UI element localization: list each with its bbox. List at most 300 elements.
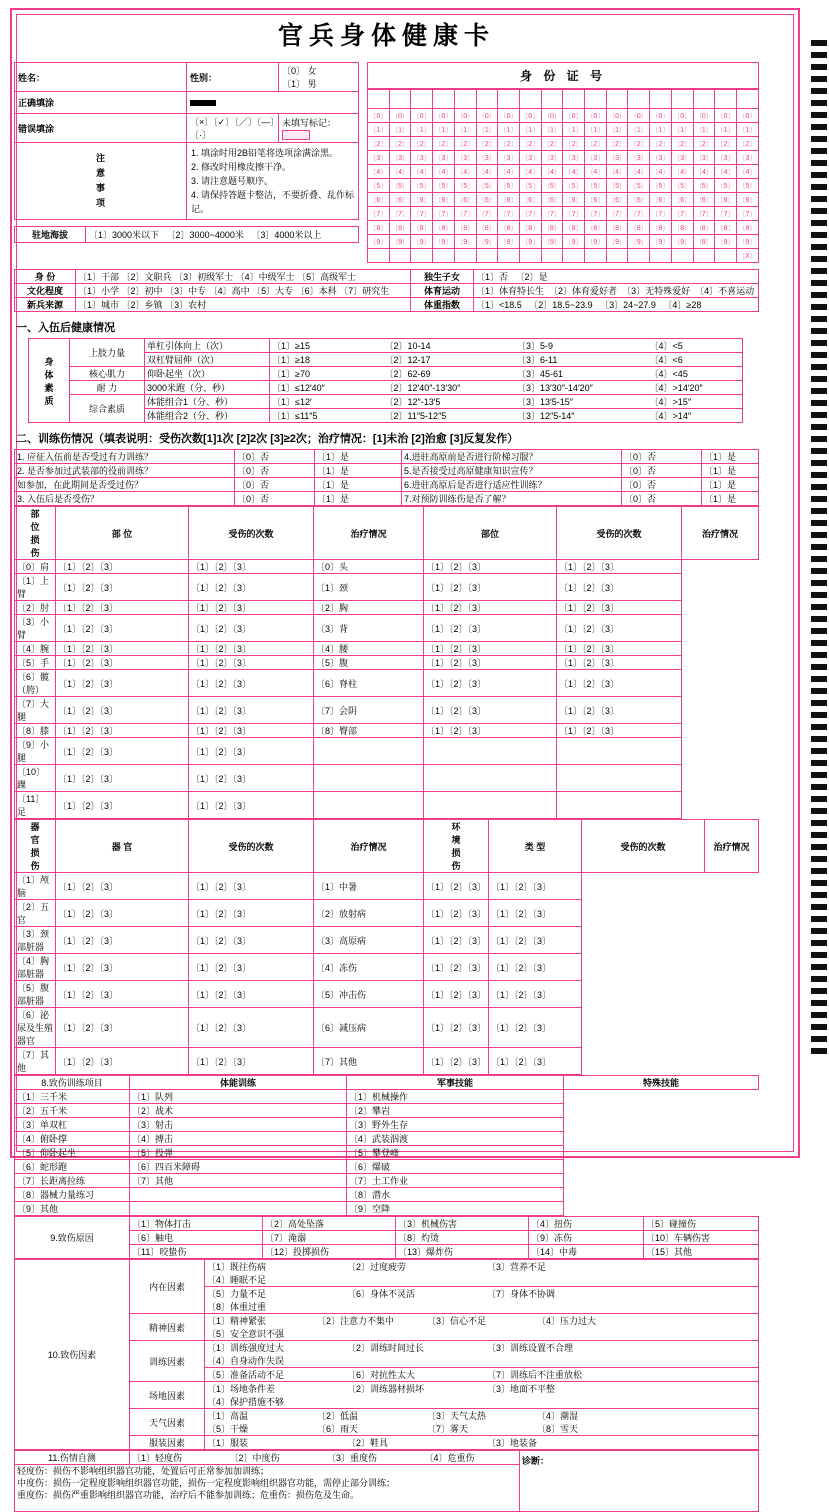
id-digit-row[interactable] — [368, 235, 759, 249]
q9-item[interactable]: 〔6〕触电 — [130, 1231, 263, 1245]
id-blank-cell[interactable] — [498, 90, 520, 109]
id-bubble[interactable]: 〔6〕 — [563, 193, 585, 207]
q10-option-group[interactable] — [205, 1287, 759, 1314]
part-treat-left[interactable]: 〔1〕〔2〕〔3〕 — [189, 574, 314, 601]
id-digit-row[interactable] — [368, 137, 759, 151]
q1-option-no[interactable]: 〔0〕否 — [235, 450, 315, 464]
combo1-option[interactable]: 〔3〕13′5-15″ — [517, 397, 573, 407]
organ-count[interactable]: 〔1〕〔2〕〔3〕 — [56, 981, 189, 1008]
q10-option[interactable]: 〔3〕地面不平整 — [487, 1384, 556, 1394]
q9-item[interactable]: 〔15〕其他 — [644, 1245, 759, 1259]
dip-option[interactable]: 〔1〕≥18 — [272, 355, 310, 365]
combo1-option[interactable]: 〔1〕≤12′ — [272, 397, 312, 407]
id-bubble[interactable]: 〔5〕 — [693, 179, 715, 193]
id-bubble[interactable]: 〔8〕 — [606, 221, 628, 235]
id-digit-row[interactable] — [368, 151, 759, 165]
id-bubble[interactable]: 〔5〕 — [715, 179, 737, 193]
id-bubble[interactable]: 〔9〕 — [671, 235, 693, 249]
id-bubble[interactable]: 〔0〕 — [650, 109, 672, 123]
id-bubble[interactable]: 〔7〕 — [606, 207, 628, 221]
id-bubble[interactable]: 〔8〕 — [389, 221, 411, 235]
q9-item[interactable]: 〔12〕投掷损伤 — [263, 1245, 396, 1259]
id-bubble-x[interactable] — [519, 249, 541, 263]
dip-option[interactable]: 〔3〕6-11 — [517, 355, 558, 365]
table-row[interactable] — [15, 900, 759, 927]
q10-option[interactable]: 〔1〕场地条件差 — [207, 1384, 276, 1394]
q9-item[interactable]: 〔11〕咬蛰伤 — [130, 1245, 263, 1259]
id-bubble[interactable]: 〔1〕 — [411, 123, 433, 137]
part-treat-left[interactable]: 〔1〕〔2〕〔3〕 — [189, 642, 314, 656]
q10-option[interactable]: 〔4〕保护措施不够 — [207, 1397, 285, 1407]
part-treat-right[interactable]: 〔1〕〔2〕〔3〕 — [557, 670, 682, 697]
q10-option-group[interactable] — [205, 1409, 759, 1436]
id-bubble-x[interactable] — [368, 249, 390, 263]
altitude-option-3[interactable]: 〔3〕4000米以上 — [251, 230, 322, 240]
id-bubble[interactable]: 〔7〕 — [389, 207, 411, 221]
id-bubble[interactable]: 〔7〕 — [476, 207, 498, 221]
id-bubble[interactable]: 〔4〕 — [628, 165, 650, 179]
id-bubble[interactable]: 〔8〕 — [671, 221, 693, 235]
id-bubble[interactable]: 〔8〕 — [411, 221, 433, 235]
education-options[interactable] — [76, 284, 411, 298]
id-bubble[interactable]: 〔4〕 — [411, 165, 433, 179]
id-bubble[interactable]: 〔7〕 — [628, 207, 650, 221]
q10-option[interactable]: 〔2〕训练时间过长 — [347, 1343, 425, 1353]
pullup-option[interactable]: 〔2〕10-14 — [384, 341, 431, 351]
q9-item[interactable]: 〔14〕中毒 — [529, 1245, 644, 1259]
id-bubble[interactable]: 〔8〕 — [454, 221, 476, 235]
id-bubble[interactable]: 〔9〕 — [541, 235, 563, 249]
organ-treat[interactable]: 〔1〕〔2〕〔3〕 — [189, 873, 314, 900]
organ-count[interactable]: 〔1〕〔2〕〔3〕 — [56, 873, 189, 900]
run3000-option[interactable]: 〔2〕12′40″-13′30″ — [384, 383, 461, 393]
sports-options[interactable] — [474, 284, 759, 298]
id-bubble[interactable]: 〔2〕 — [498, 137, 520, 151]
part-treat-right[interactable]: 〔1〕〔2〕〔3〕 — [557, 615, 682, 642]
env-count[interactable]: 〔1〕〔2〕〔3〕 — [424, 954, 489, 981]
sports-option[interactable]: 〔1〕体育特长生 — [476, 286, 545, 296]
part-treat-right[interactable]: 〔1〕〔2〕〔3〕 — [557, 560, 682, 574]
id-bubble[interactable]: 〔1〕 — [541, 123, 563, 137]
env-count[interactable]: 〔1〕〔2〕〔3〕 — [424, 1048, 489, 1075]
organ-treat[interactable]: 〔1〕〔2〕〔3〕 — [189, 981, 314, 1008]
id-bubble-x[interactable] — [563, 249, 585, 263]
part-treat-right[interactable]: 〔1〕〔2〕〔3〕 — [557, 656, 682, 670]
table-row[interactable] — [15, 601, 759, 615]
q8-special-item[interactable]: 〔7〕土工作业 — [347, 1174, 564, 1188]
q8-physical-item[interactable]: 〔3〕单双杠 — [15, 1118, 130, 1132]
q8-physical-item[interactable]: 〔8〕器械力量练习 — [15, 1188, 130, 1202]
env-treat[interactable]: 〔1〕〔2〕〔3〕 — [489, 1008, 582, 1048]
organ-count[interactable]: 〔1〕〔2〕〔3〕 — [56, 954, 189, 981]
situp-options[interactable] — [270, 367, 743, 381]
id-number-grid[interactable] — [367, 89, 759, 263]
id-bubble[interactable]: 〔1〕 — [715, 123, 737, 137]
q8-military-item[interactable]: 〔5〕投弹 — [130, 1146, 347, 1160]
id-bubble[interactable]: 〔6〕 — [693, 193, 715, 207]
organ-count[interactable]: 〔1〕〔2〕〔3〕 — [56, 1008, 189, 1048]
id-bubble[interactable]: 〔0〕 — [519, 109, 541, 123]
q11-item[interactable]: 〔3〕重度伤 — [327, 1453, 378, 1463]
q8-military-item[interactable]: 〔7〕其他 — [130, 1174, 347, 1188]
id-bubble[interactable]: 〔3〕 — [411, 151, 433, 165]
id-bubble[interactable]: 〔0〕 — [541, 109, 563, 123]
q9-item[interactable]: 〔9〕冻伤 — [529, 1231, 644, 1245]
table-row[interactable] — [15, 873, 759, 900]
q10-option-group[interactable] — [205, 1382, 759, 1409]
combo2-option[interactable]: 〔2〕11″5-12″5 — [384, 411, 447, 421]
pullup-option[interactable]: 〔3〕5-9 — [517, 341, 554, 351]
part-treat-right[interactable]: 〔1〕〔2〕〔3〕 — [557, 642, 682, 656]
id-bubble[interactable]: 〔7〕 — [454, 207, 476, 221]
part-count-right[interactable]: 〔1〕〔2〕〔3〕 — [424, 642, 557, 656]
q8-physical-item[interactable]: 〔6〕蛇形跑 — [15, 1160, 130, 1174]
id-bubble[interactable]: 〔9〕 — [411, 235, 433, 249]
q8-row[interactable] — [15, 1202, 759, 1216]
combo1-option[interactable]: 〔4〕>15″ — [649, 397, 692, 407]
id-bubble[interactable]: 〔5〕 — [671, 179, 693, 193]
q8-row[interactable] — [15, 1146, 759, 1160]
table-row[interactable] — [15, 927, 759, 954]
organ-treat[interactable]: 〔1〕〔2〕〔3〕 — [189, 954, 314, 981]
q8-military-item[interactable]: 〔2〕战术 — [130, 1104, 347, 1118]
recruit-source-option[interactable]: 〔1〕城市 — [78, 300, 120, 310]
q7-option-no[interactable]: 〔0〕否 — [622, 492, 702, 506]
part-count-left[interactable]: 〔1〕〔2〕〔3〕 — [56, 656, 189, 670]
table-row[interactable] — [15, 670, 759, 697]
sex-option-male[interactable]: 〔1〕 男 — [282, 79, 317, 89]
q10-option[interactable]: 〔4〕睡眠不足 — [207, 1275, 267, 1285]
id-bubble[interactable]: 〔6〕 — [541, 193, 563, 207]
part-count-right[interactable]: 〔1〕〔2〕〔3〕 — [424, 574, 557, 601]
id-bubble[interactable]: 〔3〕 — [693, 151, 715, 165]
part-count-right[interactable]: 〔1〕〔2〕〔3〕 — [424, 601, 557, 615]
id-bubble[interactable]: 〔8〕 — [715, 221, 737, 235]
dip-option[interactable]: 〔2〕12-17 — [384, 355, 431, 365]
q8-special-item[interactable]: 〔3〕野外生存 — [347, 1118, 564, 1132]
q8-row[interactable] — [15, 1132, 759, 1146]
id-blank-cell[interactable] — [693, 90, 715, 109]
q10-option-group[interactable] — [205, 1260, 759, 1287]
id-bubble[interactable]: 〔6〕 — [433, 193, 455, 207]
id-bubble[interactable]: 〔4〕 — [519, 165, 541, 179]
q10-option[interactable]: 〔6〕身体不灵活 — [347, 1289, 416, 1299]
table-row[interactable] — [15, 560, 759, 574]
id-bubble[interactable]: 〔0〕 — [671, 109, 693, 123]
q4-option-yes[interactable]: 〔1〕是 — [702, 450, 759, 464]
id-bubble[interactable]: 〔8〕 — [736, 221, 758, 235]
table-row[interactable] — [15, 981, 759, 1008]
q8-physical-item[interactable]: 〔7〕长距离拉练 — [15, 1174, 130, 1188]
id-blank-cell[interactable] — [671, 90, 693, 109]
id-bubble[interactable]: 〔1〕 — [476, 123, 498, 137]
id-digit-row[interactable] — [368, 123, 759, 137]
id-bubble[interactable]: 〔1〕 — [606, 123, 628, 137]
id-blank-cell[interactable] — [368, 90, 390, 109]
part-treat-left[interactable]: 〔1〕〔2〕〔3〕 — [189, 697, 314, 724]
dip-option[interactable]: 〔4〕<6 — [649, 355, 683, 365]
situp-option[interactable]: 〔1〕≥70 — [272, 369, 310, 379]
q9-item[interactable]: 〔1〕物体打击 — [130, 1217, 263, 1231]
id-bubble[interactable]: 〔3〕 — [476, 151, 498, 165]
id-bubble[interactable]: 〔1〕 — [433, 123, 455, 137]
id-bubble[interactable]: 〔4〕 — [715, 165, 737, 179]
id-digit-row[interactable] — [368, 165, 759, 179]
id-bubble[interactable]: 〔2〕 — [519, 137, 541, 151]
sex-option-female[interactable]: 〔0〕 女 — [282, 66, 317, 76]
id-digit-row[interactable] — [368, 109, 759, 123]
q8-row[interactable] — [15, 1090, 759, 1104]
id-bubble[interactable]: 〔5〕 — [541, 179, 563, 193]
id-digit-row[interactable] — [368, 193, 759, 207]
table-row[interactable] — [15, 642, 759, 656]
part-treat-left[interactable]: 〔1〕〔2〕〔3〕 — [189, 670, 314, 697]
id-bubble[interactable]: 〔4〕 — [585, 165, 607, 179]
q8-row[interactable] — [15, 1104, 759, 1118]
q10-option[interactable]: 〔2〕鞋具 — [347, 1438, 389, 1448]
q10-option[interactable]: 〔6〕对抗性太大 — [347, 1370, 416, 1380]
identity-options[interactable] — [76, 270, 411, 284]
id-bubble[interactable]: 〔2〕 — [671, 137, 693, 151]
q9-item[interactable]: 〔13〕爆炸伤 — [396, 1245, 529, 1259]
q2-option-yes[interactable]: 〔1〕是 — [315, 464, 402, 478]
recruit-source-option[interactable]: 〔2〕乡镇 — [121, 300, 163, 310]
id-bubble[interactable]: 〔6〕 — [519, 193, 541, 207]
q10-option[interactable]: 〔1〕高温 — [207, 1411, 249, 1421]
pullup-option[interactable]: 〔1〕≥15 — [272, 341, 310, 351]
q10-option-group[interactable] — [205, 1341, 759, 1368]
id-bubble[interactable]: 〔3〕 — [389, 151, 411, 165]
only-child-option[interactable]: 〔1〕否 — [476, 272, 509, 282]
id-bubble[interactable]: 〔4〕 — [389, 165, 411, 179]
id-bubble[interactable]: 〔3〕 — [671, 151, 693, 165]
id-bubble[interactable]: 〔8〕 — [519, 221, 541, 235]
q8-physical-item[interactable]: 〔4〕俯卧撑 — [15, 1132, 130, 1146]
id-bubble[interactable]: 〔5〕 — [650, 179, 672, 193]
id-bubble[interactable]: 〔0〕 — [693, 109, 715, 123]
part-count-left[interactable]: 〔1〕〔2〕〔3〕 — [56, 670, 189, 697]
q8-row[interactable] — [15, 1118, 759, 1132]
id-bubble-x[interactable] — [671, 249, 693, 263]
q10-option-group[interactable] — [205, 1368, 759, 1382]
q2b-option-yes[interactable]: 〔1〕是 — [315, 478, 402, 492]
id-bubble[interactable]: 〔9〕 — [606, 235, 628, 249]
identity-option[interactable]: 〔2〕文职兵 — [121, 272, 172, 282]
q10-option[interactable]: 〔4〕自身动作失误 — [207, 1356, 285, 1366]
id-bubble[interactable]: 〔0〕 — [498, 109, 520, 123]
id-bubble[interactable]: 〔4〕 — [433, 165, 455, 179]
q10-option[interactable]: 〔5〕干燥 — [207, 1424, 249, 1434]
combo1-option[interactable]: 〔2〕12″-13′5 — [384, 397, 441, 407]
bmi-option[interactable]: 〔1〕<18.5 — [476, 300, 522, 310]
id-blank-cell[interactable] — [606, 90, 628, 109]
q10-option[interactable]: 〔7〕身体不协调 — [487, 1289, 556, 1299]
q1-option-yes[interactable]: 〔1〕是 — [315, 450, 402, 464]
q8-special-item[interactable]: 〔8〕潜水 — [347, 1188, 564, 1202]
id-bubble[interactable]: 〔7〕 — [433, 207, 455, 221]
id-bubble[interactable]: 〔3〕 — [498, 151, 520, 165]
id-bubble[interactable]: 〔5〕 — [498, 179, 520, 193]
id-bubble[interactable]: 〔2〕 — [433, 137, 455, 151]
q8-special-item[interactable]: 〔4〕武装泅渡 — [347, 1132, 564, 1146]
q6-option-yes[interactable]: 〔1〕是 — [702, 478, 759, 492]
q4-option-no[interactable]: 〔0〕否 — [622, 450, 702, 464]
part-treat-left[interactable]: 〔1〕〔2〕〔3〕 — [189, 765, 314, 792]
id-bubble[interactable]: 〔4〕 — [563, 165, 585, 179]
id-bubble[interactable]: 〔8〕 — [433, 221, 455, 235]
id-bubble[interactable]: 〔0〕 — [585, 109, 607, 123]
bmi-option[interactable]: 〔4〕≥28 — [663, 300, 702, 310]
id-bubble[interactable]: 〔0〕 — [454, 109, 476, 123]
id-bubble[interactable]: 〔7〕 — [368, 207, 390, 221]
id-bubble[interactable]: 〔9〕 — [368, 235, 390, 249]
part-count-right[interactable]: 〔1〕〔2〕〔3〕 — [424, 670, 557, 697]
education-option[interactable]: 〔3〕中专 — [165, 286, 207, 296]
q8-special-item[interactable]: 〔5〕攀登峰 — [347, 1146, 564, 1160]
id-bubble-x[interactable] — [411, 249, 433, 263]
id-bubble-x[interactable] — [693, 249, 715, 263]
part-treat-left[interactable]: 〔1〕〔2〕〔3〕 — [189, 601, 314, 615]
q9-item[interactable]: 〔2〕高处坠落 — [263, 1217, 396, 1231]
id-bubble[interactable]: 〔4〕 — [541, 165, 563, 179]
id-bubble[interactable]: 〔2〕 — [628, 137, 650, 151]
id-bubble[interactable]: 〔2〕 — [693, 137, 715, 151]
part-count-left[interactable]: 〔1〕〔2〕〔3〕 — [56, 560, 189, 574]
id-bubble[interactable]: 〔7〕 — [541, 207, 563, 221]
id-bubble[interactable]: 〔3〕 — [715, 151, 737, 165]
table-row[interactable] — [15, 954, 759, 981]
id-bubble[interactable]: 〔8〕 — [585, 221, 607, 235]
id-bubble[interactable]: 〔2〕 — [411, 137, 433, 151]
id-bubble[interactable]: 〔9〕 — [389, 235, 411, 249]
table-row[interactable] — [15, 574, 759, 601]
q10-option[interactable]: 〔5〕准备活动不足 — [207, 1370, 285, 1380]
id-bubble[interactable]: 〔6〕 — [476, 193, 498, 207]
id-bubble[interactable]: 〔6〕 — [411, 193, 433, 207]
part-treat-left[interactable]: 〔1〕〔2〕〔3〕 — [189, 792, 314, 819]
id-bubble[interactable]: 〔9〕 — [433, 235, 455, 249]
education-option[interactable]: 〔5〕大专 — [252, 286, 294, 296]
identity-option[interactable]: 〔1〕干部 — [78, 272, 120, 282]
table-row[interactable] — [15, 765, 759, 792]
q5-option-no[interactable]: 〔0〕否 — [622, 464, 702, 478]
q10-option[interactable]: 〔3〕地装备 — [487, 1438, 538, 1448]
part-treat-right[interactable]: 〔1〕〔2〕〔3〕 — [557, 574, 682, 601]
id-bubble[interactable]: 〔6〕 — [389, 193, 411, 207]
q10-option[interactable]: 〔4〕压力过大 — [537, 1316, 597, 1326]
q10-option[interactable]: 〔1〕既往伤病 — [207, 1262, 267, 1272]
id-bubble[interactable]: 〔7〕 — [671, 207, 693, 221]
q8-special-item[interactable]: 〔2〕攀岩 — [347, 1104, 564, 1118]
id-bubble-x[interactable] — [606, 249, 628, 263]
table-row[interactable] — [15, 724, 759, 738]
organ-count[interactable]: 〔1〕〔2〕〔3〕 — [56, 1048, 189, 1075]
q10-option[interactable]: 〔6〕雨天 — [317, 1424, 359, 1434]
table-row[interactable] — [15, 656, 759, 670]
situp-option[interactable]: 〔3〕45-61 — [517, 369, 564, 379]
q7-option-yes[interactable]: 〔1〕是 — [702, 492, 759, 506]
run3000-option[interactable]: 〔1〕≤12′40″ — [272, 383, 325, 393]
q10-option[interactable]: 〔8〕体重过重 — [207, 1302, 267, 1312]
only-child-option[interactable]: 〔2〕是 — [515, 272, 548, 282]
id-bubble[interactable]: 〔3〕 — [541, 151, 563, 165]
id-bubble[interactable]: 〔0〕 — [389, 109, 411, 123]
id-bubble[interactable]: 〔1〕 — [368, 123, 390, 137]
id-bubble[interactable]: 〔3〕 — [585, 151, 607, 165]
id-bubble[interactable]: 〔6〕 — [498, 193, 520, 207]
id-bubble[interactable]: 〔6〕 — [650, 193, 672, 207]
id-bubble[interactable]: 〔7〕 — [585, 207, 607, 221]
id-bubble[interactable]: 〔6〕 — [368, 193, 390, 207]
q11-item[interactable]: 〔2〕中度伤 — [229, 1453, 280, 1463]
id-digit-row-x[interactable] — [368, 249, 759, 263]
organ-env-rows[interactable] — [15, 873, 759, 1075]
id-bubble[interactable]: 〔0〕 — [628, 109, 650, 123]
bmi-options[interactable] — [474, 298, 759, 312]
id-bubble[interactable]: 〔4〕 — [606, 165, 628, 179]
id-bubble-x[interactable] — [454, 249, 476, 263]
id-blank-cell[interactable] — [736, 90, 758, 109]
part-treat-left[interactable]: 〔1〕〔2〕〔3〕 — [189, 724, 314, 738]
env-count[interactable]: 〔1〕〔2〕〔3〕 — [424, 927, 489, 954]
part-count-left[interactable]: 〔1〕〔2〕〔3〕 — [56, 738, 189, 765]
id-bubble[interactable]: 〔4〕 — [476, 165, 498, 179]
q11-item[interactable]: 〔4〕危重伤 — [424, 1453, 475, 1463]
id-bubble[interactable]: 〔1〕 — [519, 123, 541, 137]
part-count-left[interactable]: 〔1〕〔2〕〔3〕 — [56, 615, 189, 642]
id-bubble[interactable]: 〔3〕 — [368, 151, 390, 165]
id-bubble[interactable]: 〔7〕 — [411, 207, 433, 221]
q3-option-no[interactable]: 〔0〕否 — [235, 492, 315, 506]
id-bubble[interactable]: 〔0〕 — [563, 109, 585, 123]
table-row[interactable] — [15, 738, 759, 765]
id-bubble[interactable]: 〔7〕 — [715, 207, 737, 221]
q10-option-group[interactable] — [205, 1314, 759, 1341]
part-count-left[interactable]: 〔1〕〔2〕〔3〕 — [56, 697, 189, 724]
id-bubble[interactable]: 〔8〕 — [498, 221, 520, 235]
bmi-option[interactable]: 〔2〕18.5~23.9 — [529, 300, 593, 310]
id-bubble[interactable]: 〔4〕 — [498, 165, 520, 179]
id-bubble[interactable]: 〔2〕 — [736, 137, 758, 151]
situp-option[interactable]: 〔4〕<45 — [649, 369, 688, 379]
id-digit-row[interactable] — [368, 207, 759, 221]
id-bubble[interactable]: 〔5〕 — [563, 179, 585, 193]
part-treat-right[interactable]: 〔1〕〔2〕〔3〕 — [557, 724, 682, 738]
id-bubble[interactable]: 〔2〕 — [563, 137, 585, 151]
q10-option[interactable]: 〔2〕注意力不集中 — [317, 1316, 395, 1326]
id-bubble[interactable]: 〔9〕 — [650, 235, 672, 249]
env-treat[interactable]: 〔1〕〔2〕〔3〕 — [489, 873, 582, 900]
education-option[interactable]: 〔1〕小学 — [78, 286, 120, 296]
part-treat-left[interactable]: 〔1〕〔2〕〔3〕 — [189, 656, 314, 670]
part-count-left[interactable]: 〔1〕〔2〕〔3〕 — [56, 642, 189, 656]
id-bubble-x[interactable] — [585, 249, 607, 263]
id-bubble[interactable]: 〔5〕 — [411, 179, 433, 193]
id-bubble[interactable]: 〔3〕 — [519, 151, 541, 165]
identity-option[interactable]: 〔5〕高级军士 — [297, 272, 357, 282]
id-bubble[interactable]: 〔5〕 — [389, 179, 411, 193]
id-bubble[interactable]: 〔5〕 — [454, 179, 476, 193]
id-bubble-x[interactable] — [389, 249, 411, 263]
bmi-option[interactable]: 〔3〕24~27.9 — [600, 300, 656, 310]
id-blank-cell[interactable] — [563, 90, 585, 109]
id-bubble[interactable]: 〔3〕 — [736, 151, 758, 165]
id-bubble-x[interactable]: 〔X〕 — [736, 249, 758, 263]
part-count-left[interactable]: 〔1〕〔2〕〔3〕 — [56, 724, 189, 738]
part-treat-left[interactable]: 〔1〕〔2〕〔3〕 — [189, 738, 314, 765]
part-injury-rows[interactable] — [15, 560, 759, 819]
run3000-options[interactable] — [270, 381, 743, 395]
